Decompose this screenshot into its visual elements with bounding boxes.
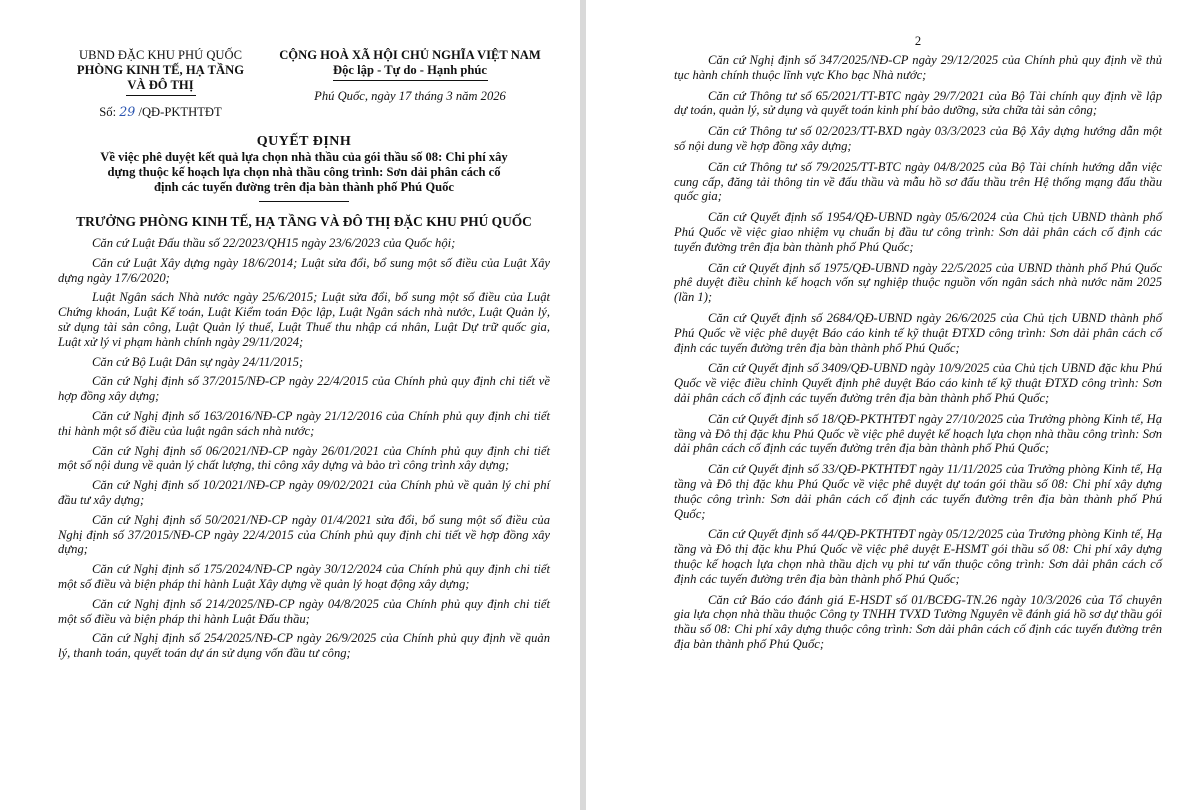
country-name: CỘNG HOÀ XÃ HỘI CHỦ NGHĨA VIỆT NAM <box>279 48 541 62</box>
agency-name-line2: VÀ ĐÔ THỊ <box>127 78 194 92</box>
national-motto-block <box>270 48 550 120</box>
legal-basis-item: Căn cứ Nghị định số 175/2024/NĐ-CP ngày 30/12/2024 của Chính phủ quy định chi tiết một số điều và biện pháp thi hành Luật Xây dựng về quản lý hoạt động xây dựng; <box>58 562 550 591</box>
legal-basis-item: Căn cứ Nghị định số 10/2021/NĐ-CP ngày 09/02/2021 của Chính phủ về quản lý chi phí đầu tư xây dựng; <box>58 478 550 507</box>
legal-basis-item: Căn cứ Quyết định số 18/QĐ-PKTHTĐT ngày 27/10/2025 của Trưởng phòng Kinh tế, Hạ tầng và Đô thị đặc khu Phú Quốc về việc phê duyệt kế hoạch lựa chọn nhà thầu công trình: Sơn dải phân cách cố định các tuyến đường trên địa bàn thành phố Phú Quốc; <box>674 411 1162 456</box>
legal-basis-item: Căn cứ Nghị định số 37/2015/NĐ-CP ngày 22/4/2015 của Chính phủ quy định chi tiết về hợp đồng xây dựng; <box>58 374 550 404</box>
agency-name-line1: PHÒNG KINH TẾ, HẠ TẦNG <box>76 63 245 77</box>
legal-basis-item: Căn cứ Quyết định số 1975/QĐ-UBND ngày 22/5/2025 của UBND thành phố Phú Quốc phê duyệt điều chỉnh kế hoạch vốn sự nghiệp thuộc nguồn vốn ngân sách nhà nước năm 2025 (lần 1); <box>674 260 1162 305</box>
document-number <box>58 104 263 120</box>
number-suffix: /QĐ-PKTHTĐT <box>138 105 222 119</box>
document-page-1 <box>0 0 580 810</box>
document-header <box>58 48 550 120</box>
legal-basis-item: Căn cứ Quyết định số 33/QĐ-PKTHTĐT ngày 11/11/2025 của Trưởng phòng Kinh tế, Hạ tầng và Đô thị đặc khu Phú Quốc về việc phê duyệt dự toán gói thầu số 08: Chi phí xây dựng thuộc công trình: Sơn dải phân cách cố định các tuyến đường trên địa bàn thành phố Phú Quốc; <box>674 462 1162 521</box>
legal-basis-item: Căn cứ Nghị định số 254/2025/NĐ-CP ngày 26/9/2025 của Chính phủ quy định về quản lý, thanh toán, quyết toán dự án sử dụng vốn đầu tư công; <box>58 631 550 661</box>
number-label: Số: <box>99 105 117 119</box>
legal-basis-item: Căn cứ Quyết định số 2684/QĐ-UBND ngày 26/6/2025 của Chủ tịch UBND thành phố Phú Quốc về việc phê duyệt Báo cáo kinh tế kỹ thuật ĐTXD công trình: Sơn dải phân cách cố định các tuyến đường trên địa bàn thành phố Phú Quốc; <box>674 310 1162 355</box>
decision-title: QUYẾT ĐỊNH <box>256 134 352 149</box>
legal-basis-item: Căn cứ Quyết định số 1954/QĐ-UBND ngày 05/6/2024 của Chủ tịch UBND thành phố Phú Quốc về việc giao nhiệm vụ chuẩn bị đầu tư công trình: Sơn dải phân cách cố định các tuyến đường trên địa bàn thành phố Phú Quốc; <box>674 210 1162 254</box>
legal-basis-item: Căn cứ Thông tư số 65/2021/TT-BTC ngày 29/7/2021 của Bộ Tài chính quy định về lập dự toán, quản lý, sử dụng và quyết toán kinh phí bảo dưỡng, sửa chữa tài sản công; <box>674 88 1162 118</box>
legal-basis-item: Căn cứ Quyết định số 3409/QĐ-UBND ngày 10/9/2025 của Chủ tịch UBND đặc khu Phú Quốc về việc điều chỉnh Quyết định phê duyệt Báo cáo kinh tế kỹ thuật ĐTXD công trình: Sơn dải phân cách cố định các tuyến đường trên địa bàn thành phố Phú Quốc; <box>674 361 1162 405</box>
decision-subject-line-3: định các tuyến đường trên địa bàn thành phố Phú Quốc <box>153 180 455 194</box>
issuing-agency-block <box>58 48 263 120</box>
legal-basis-item: Căn cứ Luật Xây dựng ngày 18/6/2014; Luật sửa đổi, bổ sung một số điều của Luật Xây dựng ngày 17/6/2020; <box>58 255 550 285</box>
number-value: 29 <box>119 104 136 119</box>
agency-parent: UBND ĐẶC KHU PHÚ QUỐC <box>78 48 243 62</box>
legal-basis-item: Căn cứ Nghị định số 347/2025/NĐ-CP ngày 29/12/2025 của Chính phủ quy định về thủ tục hành chính thuộc lĩnh vực Kho bạc Nhà nước; <box>674 53 1162 82</box>
legal-basis-item: Căn cứ Nghị định số 50/2021/NĐ-CP ngày 01/4/2021 sửa đổi, bổ sung một số điều của Nghị định số 37/2015/NĐ-CP ngày 22/4/2015 của Chính phủ quy định chi tiết về hợp đồng xây dựng; <box>58 512 550 557</box>
legal-basis-item: Căn cứ Thông tư số 02/2023/TT-BXD ngày 03/3/2023 của Bộ Xây dựng hướng dẫn một số nội dung về hợp đồng xây dựng; <box>674 124 1162 153</box>
document-page-2 <box>586 0 1200 810</box>
decision-subject-line-2: dựng thuộc kế hoạch lựa chọn nhà thầu công trình: Sơn dải phân cách cố <box>107 165 501 179</box>
motto-underline <box>333 80 488 81</box>
agency-underline <box>126 95 196 96</box>
legal-basis-item: Luật Ngân sách Nhà nước ngày 25/6/2015; Luật sửa đổi, bổ sung một số điều của Luật Chứng khoán, Luật Kế toán, Luật Kiểm toán Độc lập, Luật Ngân sách nhà nước, Luật Quản lý, sử dụng tài sản công, Luật Quản lý thuế, Luật Thuế thu nhập cá nhân, Luật Dự trữ quốc gia, Luật xử lý vi phạm hành chính ngày 29/11/2024; <box>58 290 550 349</box>
legal-basis-item: Căn cứ Bộ Luật Dân sự ngày 24/11/2015; <box>92 354 304 369</box>
legal-basis-item: Căn cứ Quyết định số 44/QĐ-PKTHTĐT ngày 05/12/2025 của Trưởng phòng Kinh tế, Hạ tầng và Đô thị đặc khu Phú Quốc về việc phê duyệt E-HSMT gói thầu số 08: Chi phí xây dựng thuộc kế hoạch lựa chọn nhà thầu dịch vụ phi tư vấn thuộc công trình: Sơn dải phân cách cố định các tuyến đường trên địa bàn thành phố Phú Quốc; <box>674 527 1162 586</box>
legal-basis-item: Căn cứ Luật Đấu thầu số 22/2023/QH15 ngày 23/6/2023 của Quốc hội; <box>92 236 456 250</box>
authority-line: TRƯỞNG PHÒNG KINH TẾ, HẠ TẦNG VÀ ĐÔ THỊ ĐẶC KHU PHÚ QUỐC <box>76 214 532 229</box>
decision-title-block <box>58 134 550 230</box>
legal-basis-item: Căn cứ Nghị định số 163/2016/NĐ-CP ngày 21/12/2016 của Chính phủ quy định chi tiết thi hành một số điều của luật ngân sách nhà nước; <box>58 408 550 438</box>
legal-basis-item: Căn cứ Báo cáo đánh giá E-HSDT số 01/BCĐG-TN.26 ngày 10/3/2026 của Tổ chuyên gia lựa chọn nhà thầu thuộc Công ty TNHH TVXD Tường Nguyên về đánh giá hồ sơ dự thầu gói thầu số 08: Chi phí xây dựng thuộc công trình: Sơn dải phân cách cố định các tuyến đường trên địa bàn thành phố Phú Quốc; <box>674 592 1162 651</box>
legal-basis-list-continued <box>674 53 1162 652</box>
decision-subject-line-1: Về việc phê duyệt kết quả lựa chọn nhà thầu của gói thầu số 08: Chi phí xây <box>100 150 508 164</box>
legal-basis-list <box>58 236 550 661</box>
legal-basis-item: Căn cứ Nghị định số 214/2025/NĐ-CP ngày 04/8/2025 của Chính phủ quy định chi tiết một số điều và biện pháp thi hành Luật Đấu thầu; <box>58 596 550 626</box>
subject-underline <box>259 201 349 202</box>
legal-basis-item: Căn cứ Thông tư số 79/2025/TT-BTC ngày 04/8/2025 của Bộ Tài chính hướng dẫn việc cung cấp, đăng tải thông tin về đấu thầu và mẫu hồ sơ đấu thầu trên Hệ thống mạng đấu thầu quốc gia; <box>674 159 1162 204</box>
motto: Độc lập - Tự do - Hạnh phúc <box>333 63 487 77</box>
issue-date: Phú Quốc, ngày 17 tháng 3 năm 2026 <box>314 89 506 103</box>
page-number: 2 <box>914 34 922 48</box>
legal-basis-item: Căn cứ Nghị định số 06/2021/NĐ-CP ngày 26/01/2021 của Chính phủ quy định chi tiết một số nội dung về quản lý chất lượng, thi công xây dựng và bảo trì công trình xây dựng; <box>58 443 550 473</box>
